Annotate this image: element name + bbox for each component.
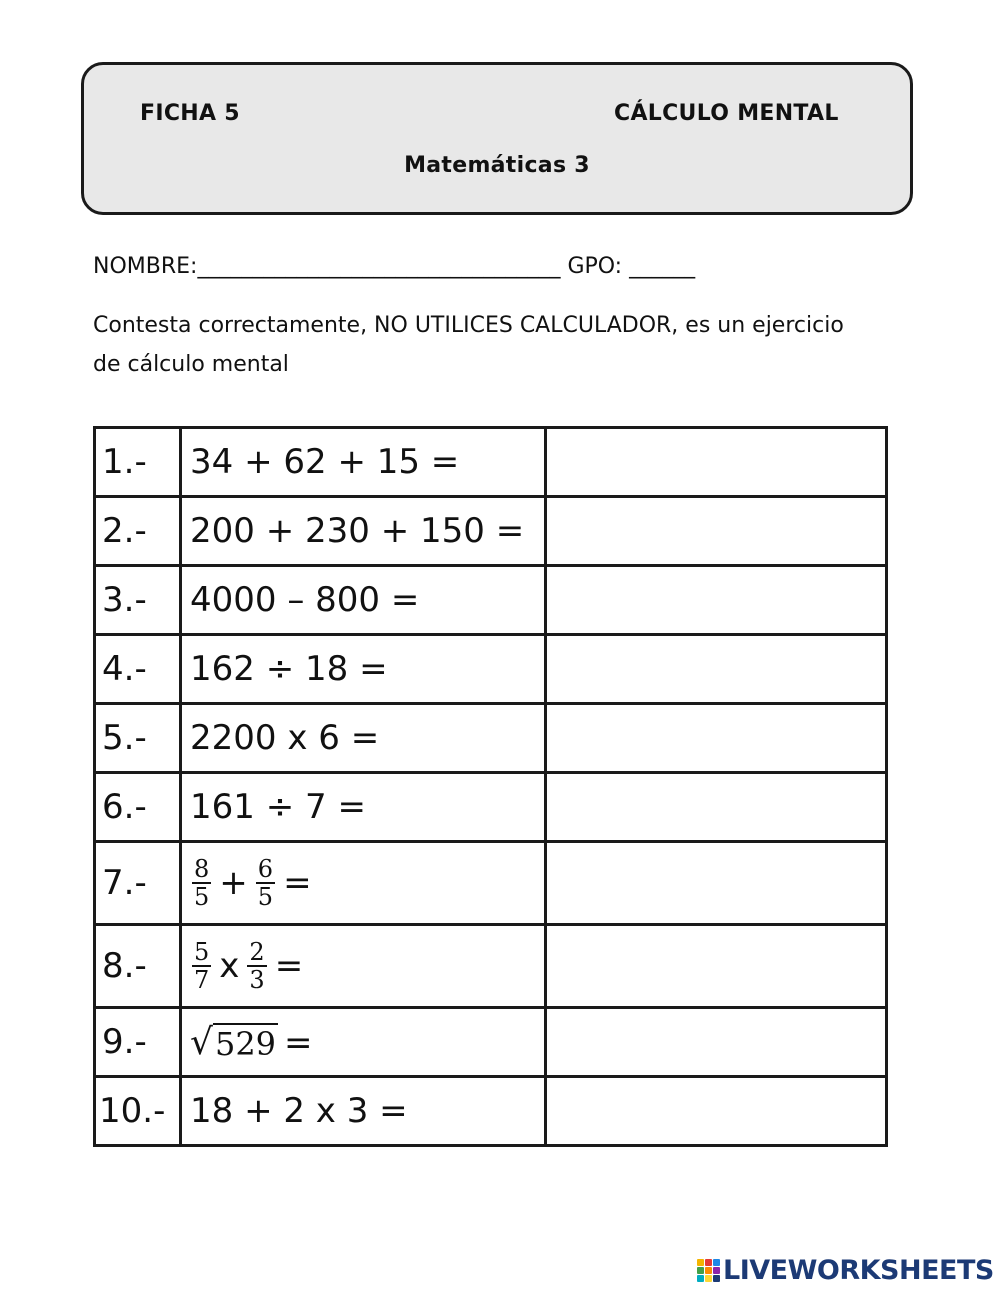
operator: x [219,946,240,986]
fraction-numerator: 2 [249,938,265,966]
square-root [190,1023,278,1063]
fraction-denominator: 5 [257,883,274,911]
header-box [81,62,913,215]
exercise-row [95,566,887,635]
fraction [192,939,211,993]
logo-square [697,1275,704,1282]
exercise-row [95,704,887,773]
logo-square [705,1275,712,1282]
fraction [247,939,266,993]
logo-square [713,1267,720,1274]
answer-field[interactable] [546,635,887,704]
answer-field[interactable] [546,428,887,497]
logo-square [705,1259,712,1266]
logo-square [697,1267,704,1274]
exercise-row [95,428,887,497]
exercise-number: 10.- [95,1077,181,1146]
exercise-number: 6.- [95,773,181,842]
logo-square [713,1259,720,1266]
exercise-row [95,1077,887,1146]
exercise-table [93,426,888,1147]
exercise-number: 9.- [95,1008,181,1077]
name-group-line[interactable]: NOMBRE:_________________________________ GPO: ______ [93,254,696,279]
exercise-expression: 161 ÷ 7 = [181,773,546,842]
logo-square [705,1267,712,1274]
answer-field[interactable] [546,566,887,635]
answer-field[interactable] [546,497,887,566]
logo-square [697,1259,704,1266]
operator: + [219,863,248,903]
worksheet-title: CÁLCULO MENTAL [614,101,839,126]
answer-field[interactable] [546,842,887,925]
equals-sign: = [274,946,304,986]
fraction-denominator: 3 [249,966,265,994]
answer-field[interactable] [546,704,887,773]
exercise-number: 5.- [95,704,181,773]
exercise-expression: 162 ÷ 18 = [181,635,546,704]
equals-sign: = [284,1022,313,1063]
exercise-expression [181,1008,546,1077]
answer-field[interactable] [546,925,887,1008]
fraction [256,856,275,910]
exercise-number: 7.- [95,842,181,925]
answer-field[interactable] [546,1077,887,1146]
exercise-row [95,497,887,566]
worksheet-number: FICHA 5 [140,101,240,126]
logo-grid-icon [697,1259,720,1282]
exercise-row [95,1008,887,1077]
exercise-row [95,925,887,1008]
fraction-denominator: 7 [194,966,210,994]
instructions: Contesta correctamente, NO UTILICES CALCULADOR, es un ejercicio de cálculo mental [93,313,844,377]
exercise-number: 8.- [95,925,181,1008]
exercise-expression: 34 + 62 + 15 = [181,428,546,497]
exercise-row [95,773,887,842]
fraction-numerator: 6 [257,855,274,883]
answer-field[interactable] [546,1008,887,1077]
equals-sign: = [283,863,312,903]
exercise-number: 1.- [95,428,181,497]
exercise-expression: 4000 – 800 = [181,566,546,635]
exercise-expression [181,842,546,925]
exercise-number: 4.- [95,635,181,704]
exercise-row [95,842,887,925]
fraction-denominator: 5 [194,883,210,911]
fraction-numerator: 5 [194,938,210,966]
radical-sign-icon: √ [190,1021,213,1063]
fraction [192,856,211,910]
fraction-numerator: 8 [194,855,210,883]
logo-text: LIVEWORKSHEETS [723,1254,994,1286]
exercise-number: 3.- [95,566,181,635]
exercise-expression: 18 + 2 x 3 = [181,1077,546,1146]
exercise-number: 2.- [95,497,181,566]
subject-title: Matemáticas 3 [404,153,590,178]
exercise-expression: 2200 x 6 = [181,704,546,773]
exercise-row [95,635,887,704]
radicand: 529 [214,1024,277,1063]
liveworksheets-logo [697,1255,994,1285]
exercise-expression [181,925,546,1008]
exercise-expression: 200 + 230 + 150 = [181,497,546,566]
answer-field[interactable] [546,773,887,842]
logo-square [713,1275,720,1282]
